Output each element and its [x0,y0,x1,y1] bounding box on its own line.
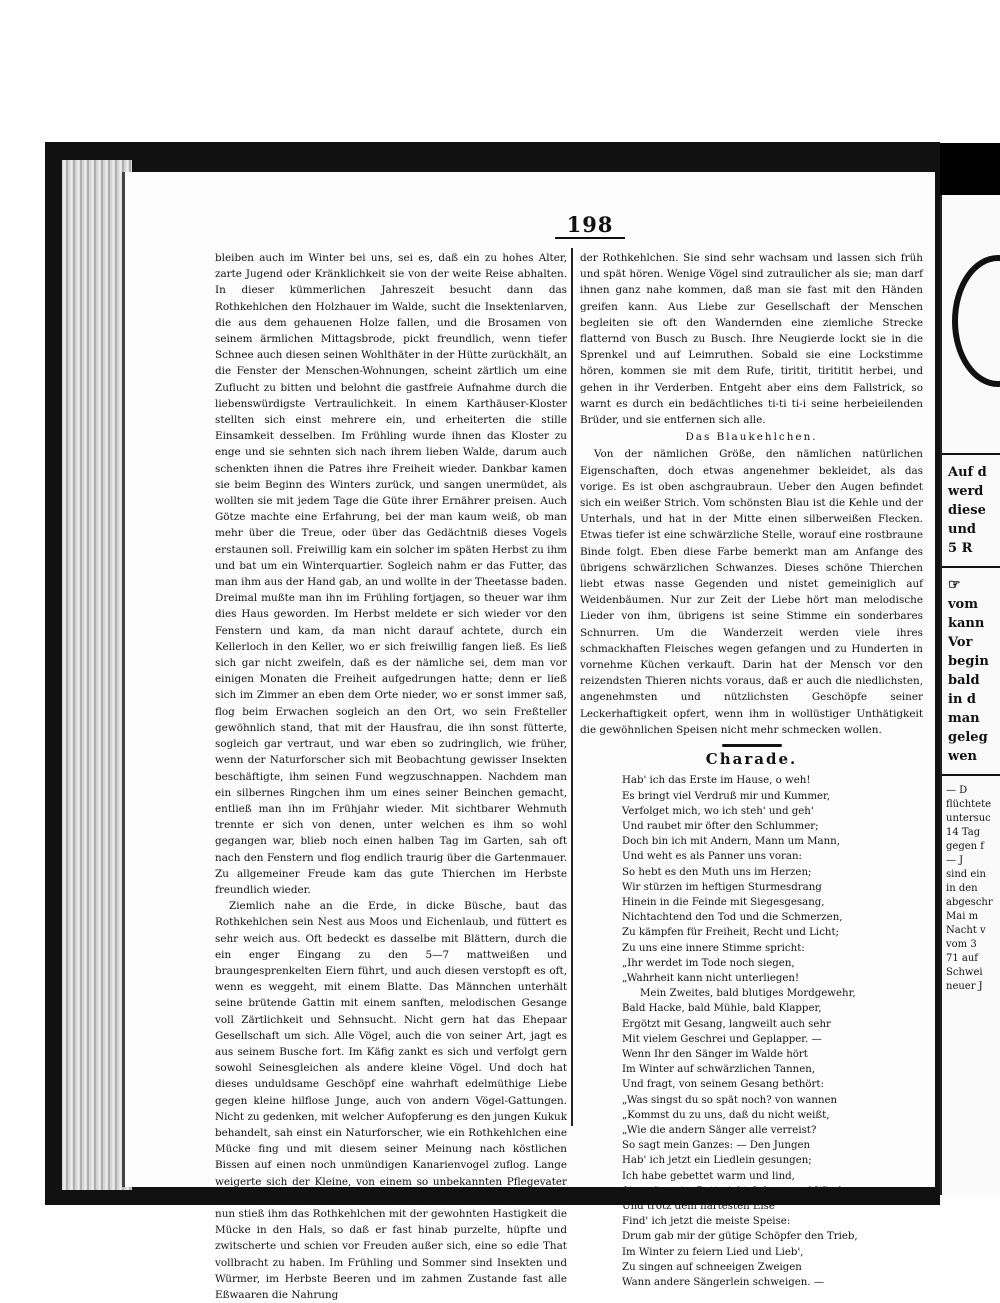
rule [942,774,1000,776]
section-heading: Das Blaukehlchen. [685,431,818,444]
text-fragment: neuer J [946,981,983,992]
poem-line: Im Winter auf schwärzlichen Tannen, [622,1064,816,1076]
text-fragment: Mai m [946,911,979,922]
text-fragment: 14 Tag [946,827,981,838]
text-fragment: gegen f [946,841,984,852]
poem-line: Es bringt viel Verdruß mir und Kummer, [622,790,831,802]
poem-line: „Kommst du zu uns, daß du nicht weißt, [622,1109,830,1121]
poem-line: Wenn Ihr den Sänger im Walde hört [622,1048,808,1060]
text-fragment: Nacht v [946,925,986,936]
poem-line: Wir stürzen im heftigen Sturmesdrang [622,881,822,893]
text-fragment: 71 auf [946,953,979,964]
poem-line: Ergötzt mit Gesang, langweilt auch sehr [622,1018,831,1030]
text-fragment: abgeschr [946,897,993,908]
text-fragment: vom 3 [946,939,977,950]
text-fragment: — J [946,855,964,866]
text-fragment: 5 R [948,541,973,556]
text-fragment: untersuc [946,813,991,824]
right-column [580,250,923,1290]
text-fragment: Vor [948,635,973,650]
poem-line: Ich habe gebettet warm und lind, [622,1170,795,1182]
text-fragment: Auf d [948,465,987,480]
poem-line: Zu singen auf schneeigen Zweigen [622,1261,802,1273]
text-fragment: sind ein [946,869,986,880]
rule [942,566,1000,568]
text-fragment: bald [948,673,980,688]
poem-line: Nichtachtend den Tod und die Schmerzen, [622,912,843,924]
poem-line: „Was singst du so spät noch? von wannen [622,1094,838,1106]
pointing-hand-icon: ☞ [948,577,961,593]
poem-line: Hab' ich jetzt ein Liedlein gesungen; [622,1155,812,1167]
poem-line: „Wie die andern Sänger alle verreist? [622,1124,817,1136]
text-fragment: Schwei [946,967,983,978]
poem-title: Charade. [705,750,798,769]
poem-line: „Ihr werdet im Tode noch siegen, [622,957,795,969]
text-fragment: diese [948,503,986,518]
text-fragment: flüchtete [946,799,992,810]
poem-line: So hebt es den Muth uns im Herzen; [622,866,812,878]
paragraph: bleiben auch im Winter bei uns, sei es, daß ein zu hohes Alter, zarte Jugend oder Kränklichkeit sie von der weite Reise abhalten. In dieser kümmerlichen Jahreszeit besucht dann das Rothkehlchen den Holzhauer im Walde, sucht die Insektenlarven, die aus dem gehauenen Holze fallen, und die Brosamen von seinem ärmlichen Mittagsbrode, pickt freundlich, wenn tiefer Schnee auch diesen seinen Wohlthäter in der Hütte zurückhält, an die Fenster der Menschen-Wohnungen, scheint zärtlich um eine Zuflucht zu bitten und belohnt die gastfreie Aufnahme durch die liebenswürdigste Vertraulichkeit. In einem Karthäuser-Kloster stellten sich einst mehrere ein, und erheiterten die stille Einsamkeit desselben. Im Frühling wurde ihnen das Kloster zu enge und sie sehnten sich nach ihrem lieben Walde, darum auch schenkten ihnen die Patres ihre Freiheit wieder. Dankbar kamen sie beim Beginn des Winters zurück, und sangen unermüdet, als wollten sie mit jedem Tage die Güte ihrer Ernährer preisen. Auch Götze machte eine Erfahrung, bei der man kaum weiß, ob man mehr über die Treue, oder über das Gedächtniß dieses Vogels erstaunen soll. Freiwillig kam ein solcher im späten Herbst zu ihm und bat um ein Winterquartier. Sogleich nahm er das Futter, das man ihm aus der Hand gab, an und wollte in der Theetasse baden. Dreimal mußte man ihn im Frühling fortjagen, so theuer war ihm dies Haus geworden. Im Herbst meldete er sich wieder vor den Fenstern und kam, da man nicht darauf achtete, durch ein Kellerloch in den Keller, wo er sich freiwillig fangen ließ. Es ließ sich gar nicht zweifeln, daß es der nämliche sei, dem man vor einigen Monaten die Freiheit aufgedrungen hatte; denn er ließ sich im Zimmer an eben dem Orte nieder, wo er sonst immer saß, flog beim Erwachen sogleich an den Ort, wo sein Freßteller gewöhnlich stand, that mit der Hausfrau, die ihn sonst fütterte, sogleich gar vertraut, und war eben so zudringlich, wie früher, wenn der Naturforscher sich mit Beobachtung gewisser Insekten beschäftigte, ihm seinen Fund wegzuschnappen. Nachdem man ein silbernes Ringchen ihm um eines seiner Beinchen gemacht, entließ man ihn im Frühjahr wieder. Mit sichtbarer Wehmuth trennte er sich von denen, unter welchen es ihm so wohl gegangen war, blieb noch einen halben Tag im Garten, sah oft nach den Fenstern und flog endlich traurig über die Gartenmauer. Zu allgemeiner Freude kam das gute Thierchen im Herbste freundlich wieder. [215,252,567,896]
text-fragment: vom [948,597,978,612]
poem-line: Und weht es als Panner uns voran: [622,851,802,863]
text-fragment: geleg [948,730,988,745]
text-fragment: — D [946,785,968,796]
poem-line: Drum gab mir der gütige Schöpfer den Trieb, [622,1231,858,1243]
poem-line: Und raubet mir öfter den Schlummer; [622,820,819,832]
paragraph: Von der nämlichen Größe, den nämlichen natürlichen Eigenschaften, doch etwas angenehmer bekleidet, als das vorige. Es ist oben aschgraubraun. Ueber den Augen befindet sich ein weißer Strich. Vom schönsten Blau ist die Kehle und der Unterhals, und hat in der Mitte einen silberweißen Flecken. Etwas tiefer ist eine schwärzliche Stelle, worauf eine rostbraune Binde folgt. Eben diese Farbe bemerkt man am Anfange des übrigens schwärzlichen Schwanzes. Dieses schöne Thierchen liebt etwas nasse Gegenden und nistet gemeiniglich auf Weidenbäumen. Nur zur Zeit der Liebe hört man melodische Lieder von ihm, übrigens ist seine Stimme ein sonderbares Schnurren. Um die Wanderzeit werden viele ihres schmackhaften Fleisches wegen gefangen und zu Hunderten in vornehme Küchen verkauft. Darin hat der Mensch vor den reizendsten Thieren nichts voraus, daß er auch die niedlichsten, angenehmsten und nützlichsten Geschöpfe seiner Leckerhaftigkeit opfert, wenn ihm in wollüstiger Unthätigkeit die gewöhnlichen Speisen nicht mehr schmecken wollen. [580,448,923,736]
poem-line: Mein Zweites, bald blutiges Mordgewehr, [640,988,856,1000]
poem-line: „Wahrheit kann nicht unterliegen! [622,972,800,984]
page-number: 198 [555,212,625,239]
poem-line: Zu uns eine innere Stimme spricht: [622,942,805,954]
poem-line: Mit vielem Geschrei und Geplapper. — [622,1033,822,1045]
text-fragment: in d [948,692,977,707]
paragraph: Ziemlich nahe an die Erde, in dicke Büsche, baut das Rothkehlchen sein Nest aus Moos und Eichenlaub, und füttert es sehr weich aus. Oft bedeckt es dasselbe mit Blättern, durch die ein enger Eingang zu den 5—7 mattweißen und braungesprenkelten Eiern führt, und auch diesen verstopft es oft, wenn es weggeht, mit einem Blatte. Das Männchen unterhält seine brütende Gattin mit einem sanften, melodischen Gesange voll Zärtlichkeit und Sehnsucht. Nicht gern hat das Ehepaar Gesellschaft um sich. Alle Vögel, auch die von seiner Art, jagt es aus seinem Busche fort. Im Käfig zankt es sich und verfolgt gern sowohl Seinesgleichen als andere kleine Vögel. Und doch hat dieses unduldsame Geschöpf eine wahrhaft edelmüthige Liebe gegen kleine hilflose Junge, auch von andern Vögel-Gattungen. Nicht zu gedenken, mit welcher Aufopferung es den jungen Kukuk behandelt, sah einst ein Naturforscher, wie ein Rothkehlchen eine Mücke fing und mit diesem seiner Meinung nach köstlichen Bissen auf einen noch unmündigen Kanarienvogel zuflog. Lange weigerte sich der Kleine, von einem so unbekannten Pflegevater etwas anzunehmen; endlich öffnete er doch den Schnabel, und nun stieß ihm das Rothkehlchen mit der gewohnten Hastigkeit die Mücke in den Hals, so daß er fast hinab purzelte, hüpfte und zwitscherte und schien vor Freuden außer sich, eine so edle That vollbracht zu haben. Im Frühling und Sommer sind Insekten und Würmer, im Herbste Beeren und im zahmen Zustande fast alle Eßwaaren die Nahrung [215,900,567,1301]
poem-line: Doch bin ich mit Andern, Mann um Mann, [622,836,840,848]
text-fragment: und [948,522,976,537]
column-divider [571,248,573,1126]
poem-line: Wann andere Sängerlein schweigen. — [622,1277,824,1288]
poem-line: Find' ich jetzt die meiste Speise: [622,1216,791,1228]
text-fragment: wen [948,749,977,764]
text-fragment: in den [946,883,978,894]
poem-line: Im Winter zu feiern Lied und Lieb', [622,1246,804,1258]
poem [622,773,923,1290]
facing-page-fragment [940,195,1000,1195]
ornament-divider [722,744,782,747]
poem-line: Und fragt, von seinem Gesang bethört: [622,1079,824,1091]
text-fragment: werd [948,484,984,499]
poem-line: Hab' ich das Erste im Hause, o weh! [622,775,811,787]
poem-line: Hinein in die Feinde mit Siegesgesang, [622,896,825,908]
book-page [122,172,935,1301]
paragraph: der Rothkehlchen. Sie sind sehr wachsam und lassen sich früh und spät hören. Wenige Vögel sind zutraulicher als sie; man darf ihnen ganz nahe kommen, daß man sie fast mit den Händen greifen kann. Aus Liebe zur Gesellschaft der Menschen begleiten sie oft den Wandernden eine ziemliche Strecke flatternd von Busch zu Busch. Ihre Neugierde lockt sie in die Sprenkel und auf Leimruthen. Sobald sie eine Lockstimme hören, kommen sie mit dem Rufe, tiritit, tirititit herbei, und gehen in ihr Verderben. Entgeht aber eins dem Fallstrick, so warnt es durch ein bedächtliches ti-ti ti-i seine herbeieilenden Brüder, und sie entfernen sich alle. [580,252,923,427]
text-fragment: man [948,711,980,726]
poem-line: Und trotz dem härtesten Eise [622,1200,775,1212]
left-column [215,250,567,1303]
poem-line: Bald Hacke, bald Mühle, bald Klapper, [622,1003,822,1015]
poem-line: So sagt mein Ganzes: — Den Jungen [622,1140,811,1152]
poem-line: Sie spüren im Bett nicht Schnee und Wind; [622,1185,846,1197]
poem-line: Zu kämpfen für Freiheit, Recht und Licht; [622,927,839,939]
poem-line: Verfolget mich, wo ich steh' und geh' [622,805,814,817]
text-fragment: kann [948,616,985,631]
rule [942,453,1000,455]
text-fragment: begin [948,654,989,669]
